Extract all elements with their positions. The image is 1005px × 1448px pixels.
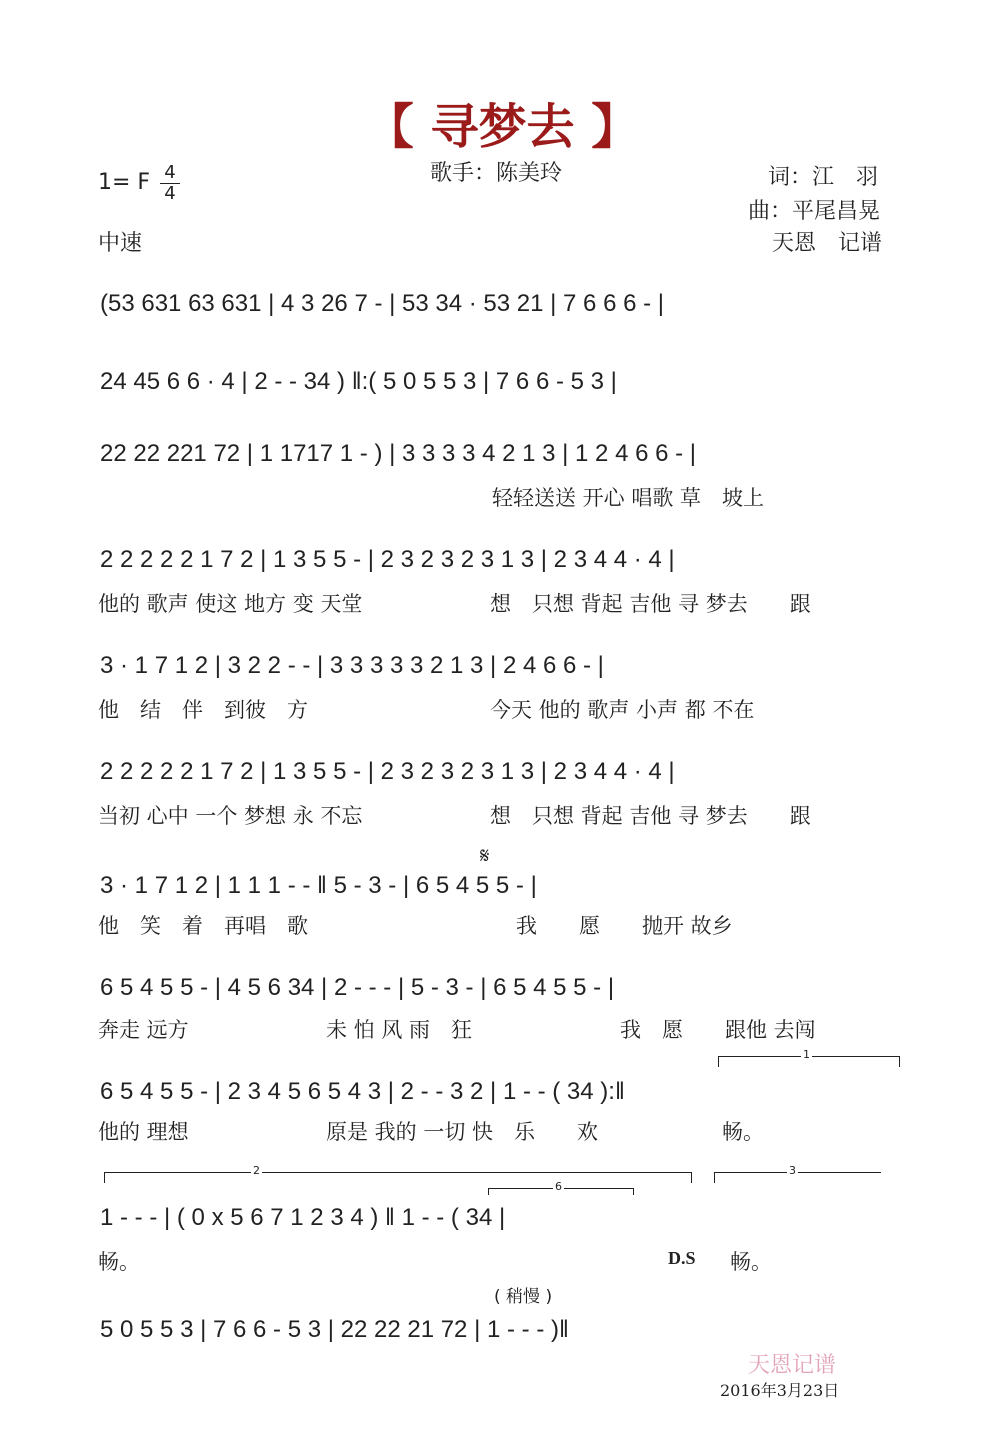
slow-marking: ( 稍慢 ) — [494, 1287, 553, 1307]
composer: 曲：平尾昌晃 — [748, 199, 881, 224]
transcriber-stamp: 天恩记谱 — [748, 1353, 837, 1378]
lyrics-row-6-left: 当初 心中 一个 梦想 永 不忘 — [98, 804, 363, 828]
lyrics-row-7-right: 我 愿 抛开 故乡 — [516, 914, 733, 938]
time-signature — [160, 164, 180, 203]
music-row-4: 2 2 2 2 2 1 7 2 | 1 3 5 5 - | 2 3 2 3 2 3 1 3 | 2 3 4 4 · 4 | — [100, 546, 675, 573]
music-row-1: (53 631 63 631 | 4 3 26 7 - | 53 34 · 53 21 | 7 6 6 6 - | — [100, 290, 664, 317]
lyrics-row-10-right: 畅。 — [730, 1250, 772, 1274]
segno-mark: 𝄋 — [480, 844, 490, 869]
volta-bracket-3 — [714, 1164, 881, 1183]
music-row-11: 5 0 5 5 3 | 7 6 6 - 5 3 | 22 22 21 72 | 1 - - - )‖ — [100, 1316, 569, 1343]
music-row-8: 6 5 4 5 5 - | 4 5 6 34 | 2 - - - | 5 - 3 - | 6 5 4 5 5 - | — [100, 974, 615, 1001]
lyrics-row-5-right: 今天 他的 歌声 小声 都 不在 — [490, 698, 755, 722]
lyrics-row-6-right: 想 只想 背起 吉他 寻 梦去 跟 — [490, 804, 811, 828]
lyrics-row-3: 轻轻送送 开心 唱歌 草 坡上 — [492, 486, 765, 510]
volta-2-label: 2 — [253, 1164, 260, 1177]
lyrics-row-9-right: 畅。 — [722, 1120, 764, 1144]
lyrics-row-9-left: 他的 理想 — [98, 1120, 189, 1144]
lyrics-row-4-left: 他的 歌声 使这 地方 变 天堂 — [98, 592, 363, 616]
music-row-6: 2 2 2 2 2 1 7 2 | 1 3 5 5 - | 2 3 2 3 2 3 1 3 | 2 3 4 4 · 4 | — [100, 758, 675, 785]
singer: 歌手：陈美玲 — [430, 161, 563, 186]
music-row-2: 24 45 6 6 · 4 | 2 - - 34 ) ‖:( 5 0 5 5 3 | 7 6 6 - 5 3 | — [100, 368, 617, 395]
tuplet-bracket — [488, 1180, 634, 1195]
music-row-9: 6 5 4 5 5 - | 2 3 4 5 6 5 4 3 | 2 - - 3 2 | 1 - - ( 34 ):‖ — [100, 1078, 625, 1105]
lyrics-row-8-left: 奔走 远方 — [98, 1018, 189, 1042]
ds-mark: D.S — [668, 1248, 696, 1268]
music-row-7: 3 · 1 7 1 2 | 1 1 1 - - ‖ 5 - 3 - | 6 5 4 5 5 - | — [100, 872, 537, 899]
lyrics-row-7-left: 他 笑 着 再唱 歌 — [98, 914, 308, 938]
key-label: 1= F — [98, 170, 151, 195]
volta-bracket-1 — [718, 1048, 900, 1067]
volta-3-label: 3 — [789, 1164, 796, 1177]
transcriber: 天恩 记谱 — [772, 231, 883, 256]
lyrics-row-4-right: 想 只想 背起 吉他 寻 梦去 跟 — [490, 592, 811, 616]
lyrics-row-8-right: 我 愿 跟他 去闯 — [620, 1018, 816, 1042]
tempo: 中速 — [98, 231, 143, 256]
music-row-5: 3 · 1 7 1 2 | 3 2 2 - - | 3 3 3 3 3 2 1 3 | 2 4 6 6 - | — [100, 652, 604, 679]
lyrics-row-5-left: 他 结 伴 到彼 方 — [98, 698, 308, 722]
song-title-text: 【 寻梦去 】 — [365, 99, 640, 155]
volta-bracket-2 — [104, 1164, 692, 1183]
tuplet-6-label: 6 — [555, 1180, 562, 1193]
song-title — [0, 88, 1005, 157]
time-sig-top: 4 — [164, 162, 176, 183]
date: 2016年3月23日 — [720, 1381, 840, 1400]
lyricist: 词：江 羽 — [768, 165, 879, 190]
music-row-10: 1 - - - | ( 0 x 5 6 7 1 2 3 4 ) ‖ 1 - - ( 34 | — [100, 1204, 506, 1231]
music-row-3: 22 22 221 72 | 1 1717 1 - ) | 3 3 3 3 4 2 1 3 | 1 2 4 6 6 - | — [100, 440, 697, 467]
time-sig-bottom: 4 — [164, 183, 176, 204]
lyrics-row-10-left: 畅。 — [98, 1250, 140, 1274]
lyrics-row-8-mid: 未 怕 风 雨 狂 — [326, 1018, 473, 1042]
volta-1-label: 1 — [803, 1048, 810, 1061]
key-signature — [98, 170, 150, 195]
lyrics-row-9-mid: 原是 我的 一切 快 乐 欢 — [326, 1120, 599, 1144]
